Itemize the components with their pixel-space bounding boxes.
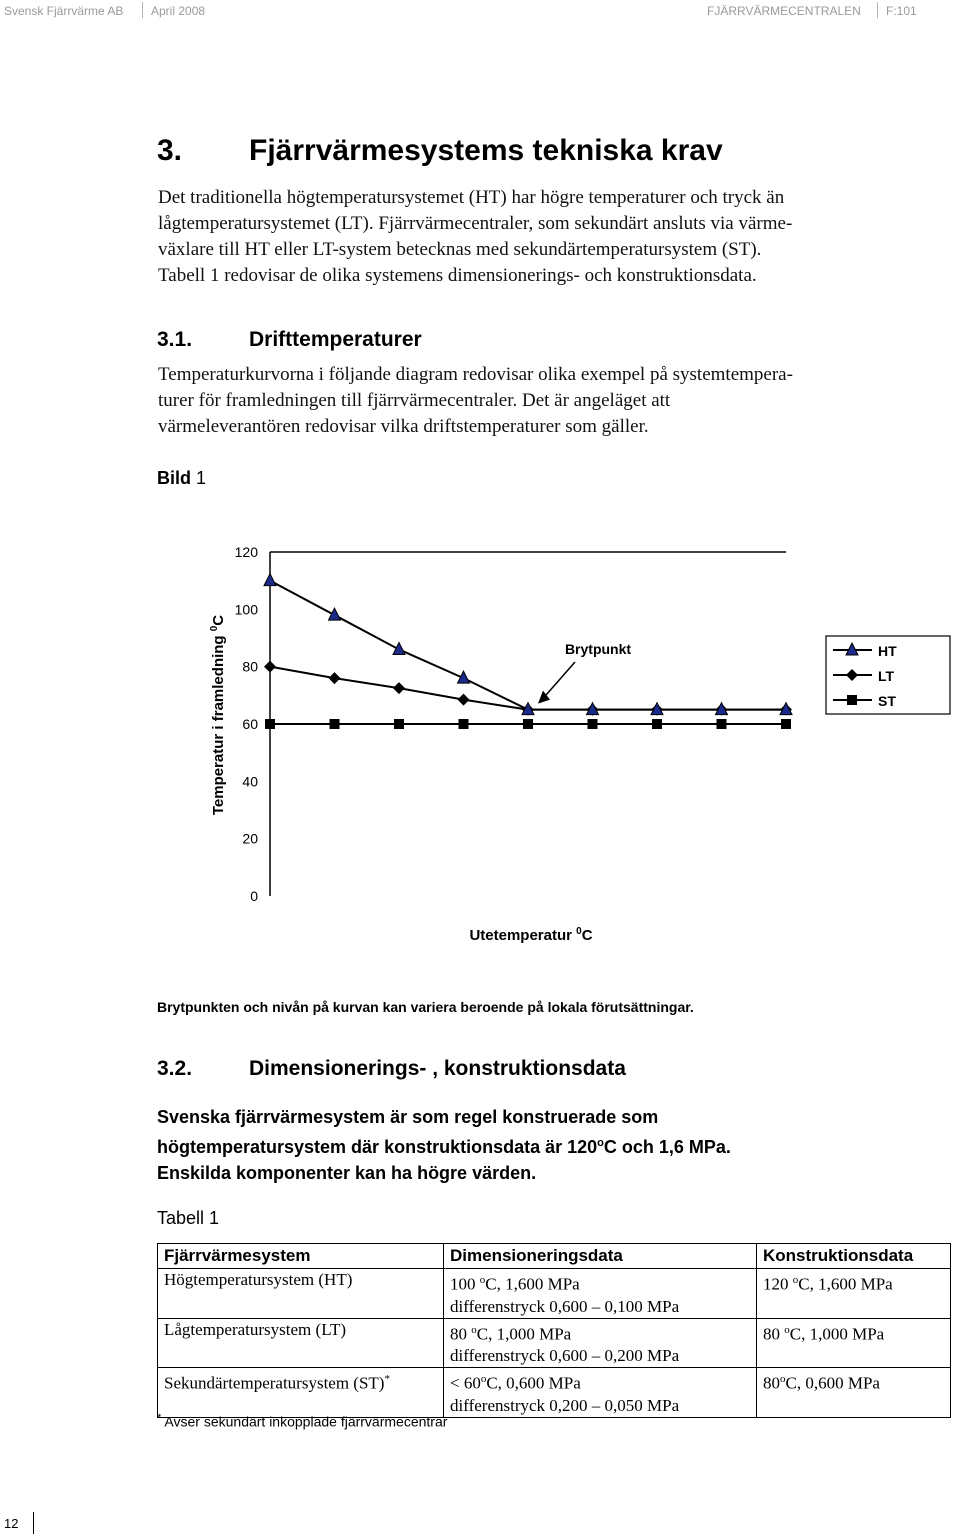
dim-cell	[444, 1269, 757, 1319]
data-point-lt	[329, 672, 341, 684]
data-point-st	[717, 719, 727, 729]
dim-value: C, 1,600 MPa	[485, 1274, 580, 1294]
data-point-st	[781, 719, 791, 729]
table-label: Tabell 1	[157, 1208, 220, 1228]
section-title: Fjärrvärmesystems tekniska krav	[249, 134, 723, 167]
footnote-text: Avser sekundärt inkopplade fjärrvärmecentrar	[164, 1413, 448, 1430]
table-row	[158, 1269, 951, 1319]
dim-value: < 60	[450, 1373, 481, 1393]
legend-label-ht: HT	[878, 643, 897, 659]
annotation-brytpunkt: Brytpunkt	[564, 641, 632, 657]
paragraph-line: Temperaturkurvorna i följande diagram redovisar olika exempel på systemtempera-	[158, 364, 793, 385]
subsection-title: Dimensionerings- , konstruktionsdata	[249, 1057, 626, 1080]
statement-line: Svenska fjärrvärmesystem är som regel konstruerade som	[157, 1107, 659, 1127]
dim-diff-pressure: differenstryck 0,600 – 0,100 MPa	[450, 1296, 680, 1316]
footnote-mark: *	[157, 1412, 162, 1424]
footer-divider	[33, 1512, 34, 1534]
paragraph-line: värmeleverantören redovisar vilka driftstemperaturer som gäller.	[158, 416, 649, 437]
degree-mark: o	[471, 1323, 477, 1336]
data-point-ht	[329, 608, 341, 620]
dim-value: C, 1,000 MPa	[476, 1324, 572, 1344]
system-cell	[158, 1318, 444, 1368]
table-header-row	[158, 1244, 951, 1269]
degree-mark: o	[480, 1373, 487, 1386]
kon-value: C, 1,000 MPa	[789, 1324, 885, 1344]
table-header: Dimensioneringsdata	[444, 1244, 757, 1269]
figure-label-word: Bild	[157, 468, 191, 488]
dim-value: 80	[450, 1324, 472, 1344]
degree-mark: o	[792, 1274, 799, 1286]
annotation-arrow-line	[542, 662, 575, 700]
subsection-number: 3.1.	[157, 328, 193, 351]
degree-mark: o	[597, 1137, 604, 1149]
data-point-st	[588, 719, 598, 729]
kon-cell	[757, 1318, 951, 1368]
series-line-ht	[270, 581, 786, 710]
kon-value: C, 0,600 MPa	[785, 1373, 880, 1393]
dim-value: 100	[450, 1274, 480, 1294]
header-doc-code: F:101	[886, 4, 917, 18]
system-name: Sekundärtemperatursystem (ST)	[164, 1373, 385, 1393]
footnote-mark: *	[384, 1373, 390, 1386]
data-point-lt	[393, 682, 405, 694]
statement-line	[157, 1130, 731, 1160]
design-statement	[157, 1104, 731, 1186]
paragraph-line: Tabell 1 redovisar de olika systemens dimensionerings- och konstruktionsdata.	[158, 265, 757, 286]
system-cell	[158, 1269, 444, 1319]
system-name: Lågtemperatursystem (LT)	[164, 1319, 347, 1339]
legend-label-st: ST	[878, 693, 896, 709]
y-axis-label: Temperatur i framledning $^0$C	[209, 614, 227, 816]
data-point-st	[523, 719, 533, 729]
header-doc-title: FJÄRRVÄRMECENTRALEN	[707, 4, 861, 18]
y-tick-label: 0	[250, 888, 258, 904]
data-point-st	[330, 719, 340, 729]
chart-note: Brytpunkten och nivån på kurvan kan variera beroende på lokala förutsättningar.	[157, 999, 694, 1015]
paragraph-line: Det traditionella högtemperatursystemet (HT) har högre temperaturer och tryck än	[158, 187, 785, 208]
y-tick-label: 120	[234, 544, 258, 560]
paragraph-line: växlare till HT eller LT-system betecknas med sekundärtemperatursystem (ST).	[158, 239, 762, 260]
kon-value: 120	[763, 1274, 793, 1294]
degree-mark: o	[784, 1323, 790, 1336]
data-point-st	[394, 719, 404, 729]
y-tick-label: 100	[234, 601, 258, 618]
y-tick-label: 40	[242, 773, 258, 790]
kon-value: 80	[763, 1324, 785, 1344]
kon-cell	[757, 1269, 951, 1319]
data-point-st	[459, 719, 469, 729]
kon-value: C, 1,600 MPa	[798, 1274, 893, 1294]
header-date: April 2008	[151, 4, 206, 18]
spec-table	[157, 1243, 951, 1418]
table-row	[158, 1318, 951, 1368]
data-point-st	[652, 719, 662, 729]
statement-line: Enskilda komponenter kan ha högre värden.	[157, 1163, 537, 1183]
system-cell	[158, 1368, 444, 1418]
dim-cell	[444, 1368, 757, 1418]
dim-cell	[444, 1318, 757, 1368]
paragraph-line: lågtemperatursystemet (LT). Fjärrvärmecentraler, som sekundärt ansluts via värme-	[158, 213, 793, 234]
legend-marker-st	[847, 695, 857, 705]
data-point-lt	[458, 694, 470, 706]
data-point-ht	[393, 642, 405, 654]
kon-value: 80	[763, 1373, 780, 1393]
dim-value: C, 0,600 MPa	[486, 1373, 581, 1393]
subsection-title: Drifttemperaturer	[249, 328, 422, 351]
dim-diff-pressure: differenstryck 0,200 – 0,050 MPa	[450, 1395, 680, 1415]
kon-cell	[757, 1368, 951, 1418]
table-header: Konstruktionsdata	[757, 1244, 951, 1269]
x-axis-label: Utetemperatur $^0$C	[469, 926, 593, 944]
table-footnote	[157, 1412, 447, 1430]
y-tick-label: 60	[242, 716, 258, 732]
dim-diff-pressure: differenstryck 0,600 – 0,200 MPa	[450, 1346, 680, 1366]
figure-label-number: 1	[196, 468, 207, 488]
subsection-number: 3.2.	[157, 1057, 193, 1080]
degree-mark: o	[479, 1274, 486, 1286]
table-header: Fjärrvärmesystem	[158, 1244, 444, 1269]
data-point-lt	[264, 661, 276, 673]
data-point-st	[265, 719, 275, 729]
header-company: Svensk Fjärrvärme AB	[4, 4, 124, 18]
y-tick-label: 80	[242, 658, 258, 675]
statement-text: C och 1,6 MPa.	[603, 1137, 731, 1157]
paragraph-line: turer för framledningen till fjärrvärmecentraler. Det är angeläget att	[158, 390, 671, 411]
y-tick-label: 20	[242, 830, 258, 847]
section-number: 3.	[157, 134, 183, 167]
statement-text: högtemperatursystem där konstruktionsdata är 120	[157, 1137, 598, 1157]
legend-label-lt: LT	[878, 668, 895, 684]
degree-mark: o	[780, 1373, 786, 1386]
page-number: 12	[4, 1516, 19, 1531]
system-name: Högtemperatursystem (HT)	[164, 1270, 353, 1289]
table-row	[158, 1368, 951, 1418]
data-point-ht	[264, 574, 276, 586]
